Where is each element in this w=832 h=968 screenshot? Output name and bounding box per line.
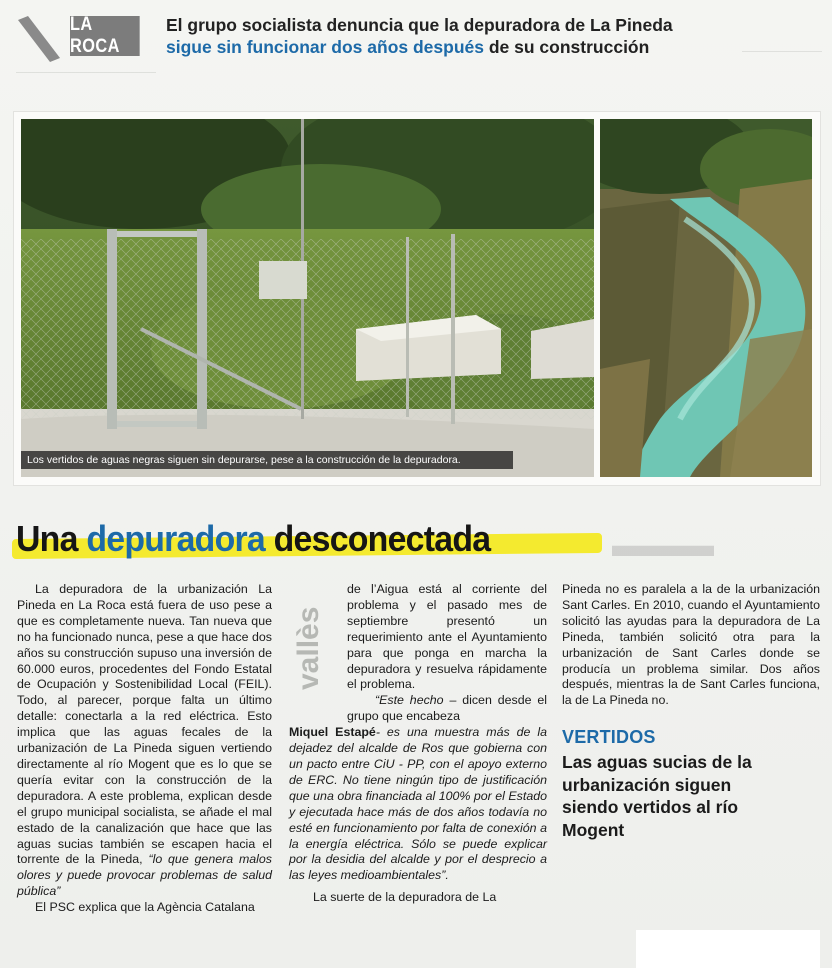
subheading: Las aguas sucias de la urbanización siguen siendo vertidos al río Mogent [562, 752, 752, 840]
quote: “lo que genera malos olores y puede provocar problemas de salud pública” [17, 852, 272, 899]
article-column-1 [17, 582, 272, 916]
headline-text: El grupo socialista denuncia que la depuradora de La Pineda [166, 15, 673, 35]
paragraph: La depuradora de la urbanización La Pineda en La Roca está fuera de uso pese a que es completamente nueva. Tan nueva que no ha funcionado nunca, pese a que hace dos años su construcción supuso una inversión de 60.000 euros, procedentes del Fondo Estatal de Ocupación y Sostenibilidad Local (FEIL). Todo, al parecer, porque falta un último detalle: conectarla a la red eléctrica. Esto implica que las aguas fecales de la urbanización de La Pineda siguen vertiendo directamente al río Mogent que es lo que se quería evitar con la construcción de la depuradora. A este problema, explican desde el grupo municipal socialista, se añade el mal estado de la canalización que hace que las aguas sucias también se escapen hacia el torrente de la Pineda, “lo que genera malos olores y puede provocar problemas de salud pública” [17, 582, 272, 899]
headline-text-end: de su construcción [488, 37, 650, 57]
title-word-highlight: depuradora [86, 518, 265, 559]
paragraph: “Este hecho – dicen desde el grupo que encabeza [347, 693, 547, 724]
paragraph-continued: Miquel Estapé- es una muestra más de la dejadez del alcalde de Ros que gobierna con un pacto entre CiU - PP, con el apoyo externo de ERC. No tiene ningún tipo de justificación que una obra financiada al 100% por el Estado y ejecutada hace más de dos años todavía no esté en funcionamiento por falta de conexión a la energía eléctrica. Sólo se puede explicar por la desidia del alcalde y por el desprecio a las leyes medioambientales”. [289, 725, 548, 883]
person-name: Miquel Estapé [289, 725, 376, 740]
headline-highlight: sigue sin funcionar dos años después [166, 37, 484, 57]
title-word: Una [16, 518, 78, 559]
photo-caption: Los vertidos de aguas negras siguen sin depurarse, pese a la construcción de la depuradora. [21, 451, 513, 469]
paragraph: El PSC explica que la Agència Catalana [35, 900, 255, 915]
article-column-3 [562, 582, 820, 841]
depuradora-fence-photo [21, 119, 594, 477]
river-photo [600, 119, 812, 477]
blank-panel [636, 930, 820, 968]
bleed-through-mark [16, 72, 156, 108]
photo-block [14, 112, 820, 485]
bleed-through-mark: ▬▬▬ [612, 526, 714, 564]
section-heading: VERTIDOS [562, 727, 656, 748]
section-slash-icon [14, 12, 64, 62]
article-title [16, 518, 490, 560]
title-word-end: desconectada [273, 518, 491, 559]
svg-text:vallès: vallès [292, 606, 325, 690]
paragraph: La suerte de la depuradora de La [313, 890, 497, 905]
section-tag: LA ROCA [70, 16, 140, 56]
article-column-2 [289, 582, 547, 906]
paragraph: de l’Aigua está al corriente del problema y el pasado mes de septiembre presentó un requerimiento ante el Ayuntamiento para que ponga en marcha la depuradora y resuelva rápidamente el problema. [347, 582, 547, 692]
headline [166, 14, 806, 58]
paragraph: Pineda no es paralela a la de la urbanización Sant Carles. En 2010, cuando el Ayuntamiento solicitó las ayudas para la depuradora de La Pineda, también solicitó otra para la urbanización de Sant Carles donde se producía un problema similar. Dos años después, mientras la de Sant Carles funciona, la de La Pineda no. [562, 582, 820, 708]
